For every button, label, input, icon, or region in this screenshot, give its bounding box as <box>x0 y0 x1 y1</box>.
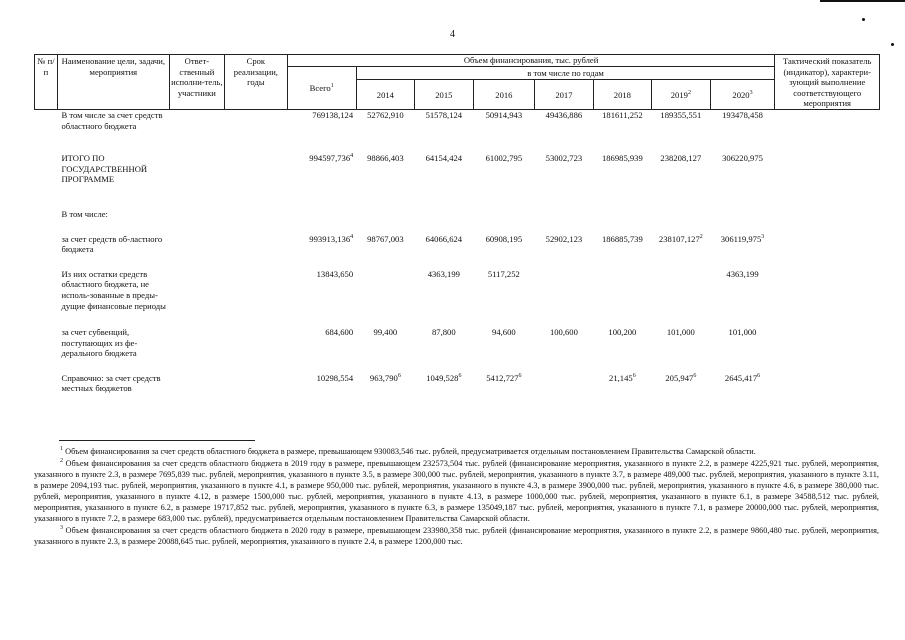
header-year: 2016 <box>473 79 535 109</box>
footnote-separator <box>59 440 255 441</box>
table-row <box>35 269 880 311</box>
row-spacer-cell <box>35 131 880 153</box>
row-indicator <box>775 209 880 220</box>
row-spacer-cell <box>35 220 880 234</box>
row-year-value: 181611,252 <box>602 109 643 120</box>
row-year-value <box>593 269 651 311</box>
header-name: Наименование цели, задачи, мероприятия <box>57 55 169 110</box>
table-row <box>35 209 880 220</box>
scan-dot <box>862 18 865 21</box>
row-year-value: 193478,458 <box>722 109 763 120</box>
row-term <box>225 269 288 311</box>
footnote <box>34 446 879 457</box>
row-year-value: 306119,975$^3$ <box>720 233 765 244</box>
header-year: 2020$^3$ <box>710 79 775 109</box>
row-spacer <box>35 185 880 209</box>
row-term <box>225 109 288 131</box>
row-spacer <box>35 131 880 153</box>
row-total: 769138,124 <box>312 109 354 120</box>
row-year-value <box>535 209 593 220</box>
row-year-value: 49436,886 <box>545 109 583 120</box>
row-indicator <box>775 327 880 359</box>
row-year-value: 5117,252 <box>487 268 520 279</box>
header-year: 2019$^2$ <box>652 79 710 109</box>
row-year-value: 4363,199 <box>427 268 460 279</box>
header-financing: Объем финансирования, тыс. рублей <box>287 55 775 67</box>
row-year-value: 2645,417$^6$ <box>724 372 761 383</box>
footnote-mark: 1 <box>60 446 63 453</box>
footnote-mark: 2 <box>60 458 63 465</box>
row-num <box>35 373 58 394</box>
row-total: 993913,136$^4$ <box>309 233 354 244</box>
row-indicator <box>775 269 880 311</box>
footnote-mark: 3 <box>60 525 63 532</box>
row-num <box>35 234 58 255</box>
row-name: Справочно: за счет средств местных бюджетов <box>61 372 161 394</box>
row-spacer-cell <box>35 311 880 327</box>
row-name: В том числе за счет средств областного бюджета <box>61 109 163 131</box>
row-year-value <box>652 209 710 220</box>
row-year-value: 21,145$^6$ <box>609 372 636 383</box>
row-num <box>35 109 58 131</box>
row-year-value: 60908,195 <box>485 233 523 244</box>
header-year: 2015 <box>415 79 473 109</box>
row-spacer <box>35 255 880 269</box>
row-indicator <box>775 373 880 394</box>
row-term <box>225 327 288 359</box>
footnote-text: Объем финансирования за счет средств областного бюджета в 2019 году в размере, превышающем 232573,504 тыс. рублей (финансирование мероприятия, указанного в пункте 2.2, в размере 4225,921 тыс. рублей, мероприятия, указанного в пункте 2.3, в размере 7695,839 тыс. рублей, мероприятия, указанного в пункте 3.5, в размере 300,000 тыс. рублей, мероприятия, указанного в пункте 3.7, в размере 489,000 тыс. рублей, мероприятия, указанного в пункте 3.11, в размере 2094,193 тыс. рублей, мероприятия, указанного в пункте 4.1, в размере 950,000 тыс. рублей, мероприятия, указанного в пункте 4.3, в размере 3900,000 тыс. рублей, мероприятия, указанного в пункте 4.6, в размере 380,000 тыс. рублей, мероприятия, указанного в пункте 4.12, в размере 1500,000 тыс. рублей, мероприятия, указанного в пункте 4.13, в размере 1000,000 тыс. рублей, мероприятия, указанного в пункте 6.1, в размере 34588,512 тыс. рублей, мероприятия, указанного в пункте 6.2, в размере 19717,852 тыс. рублей, мероприятия, указанного в пункте 6.3, в размере 135049,187 тыс. рублей, мероприятия, указанного в пункте 7.1, в размере 20000,000 тыс. рублей, мероприятия, указанного в пункте 7.2, в размере 683,000 тыс. рублей), предусматривается отдельным постановлением Правительства Самарской области. <box>34 459 879 523</box>
footnote <box>34 458 879 524</box>
row-year-value: 100,600 <box>549 327 578 338</box>
table-row <box>35 234 880 255</box>
row-total: 10298,554 <box>316 372 354 383</box>
row-name: ИТОГО ПО ГОСУДАРСТВЕННОЙ ПРОГРАММЕ <box>61 153 148 185</box>
row-year-value <box>593 209 651 220</box>
footnotes <box>34 446 879 547</box>
row-year-value: 98767,003 <box>367 233 404 244</box>
row-year-value: 50914,943 <box>485 109 523 120</box>
header-indicator: Тактический показатель (индикатор), характери-зующий выполнение соответствующего мероприятия <box>775 55 880 110</box>
row-year-value: 53002,723 <box>545 153 583 164</box>
row-term <box>225 234 288 255</box>
row-year-value: 5412,727$^6$ <box>486 372 522 383</box>
row-term <box>225 209 288 220</box>
row-total: 994597,736$^4$ <box>309 153 354 164</box>
row-spacer <box>35 220 880 234</box>
row-year-value: 963,790$^6$ <box>369 372 401 383</box>
scan-dot <box>891 43 894 46</box>
row-num <box>35 327 58 359</box>
financing-table <box>34 54 880 394</box>
row-year-value: 186885,739 <box>601 233 643 244</box>
row-responsible <box>169 209 224 220</box>
footnote-text: Объем финансирования за счет средств областного бюджета в размере, превышающем 930083,546 тыс. рублей, предусматривается отдельным постановлением Правительства Самарской области. <box>63 447 756 456</box>
footnote-text: Объем финансирования за счет средств областного бюджета в 2020 году в размере, превышающем 233980,358 тыс. рублей (финансирование мероприятия, указанного в пункте 2.2, в размере 9860,480 тыс. рублей, мероприятия, указанного в пункте 2.3, в размере 20088,645 тыс. рублей, мероприятия, указанного в пункте 2.4, в размере 1200,000 тыс. <box>34 526 879 546</box>
row-total: 684,600 <box>325 327 354 338</box>
header-responsible: Ответ-ственный исполни-тель, участники <box>169 55 224 110</box>
row-year-value: 101,000 <box>728 327 757 338</box>
table-header <box>35 55 880 110</box>
row-year-value: 238107,127$^2$ <box>658 233 703 244</box>
row-year-value: 101,000 <box>666 327 695 338</box>
row-year-value <box>535 373 593 394</box>
row-indicator <box>775 109 880 131</box>
row-year-value: 1049,528$^6$ <box>426 372 462 383</box>
row-term <box>225 373 288 394</box>
row-year-value: 205,947$^6$ <box>665 372 697 383</box>
header-term: Срок реализации, годы <box>225 55 288 110</box>
row-indicator <box>775 153 880 185</box>
table-row <box>35 153 880 185</box>
row-year-value: 306220,975 <box>722 153 763 164</box>
row-num <box>35 269 58 311</box>
row-year-value: 189355,551 <box>660 109 702 120</box>
row-year-value: 64154,424 <box>425 153 463 164</box>
row-year-value: 99,400 <box>373 327 398 338</box>
table-row <box>35 373 880 394</box>
row-spacer <box>35 311 880 327</box>
row-name: В том числе: <box>61 208 108 219</box>
header-year: 2014 <box>356 79 414 109</box>
row-year-value <box>356 209 414 220</box>
row-name: за счет средств об-ластного бюджета <box>61 233 163 255</box>
row-total <box>287 209 356 220</box>
row-year-value <box>473 209 535 220</box>
row-responsible <box>169 234 224 255</box>
row-spacer-cell <box>35 255 880 269</box>
row-spacer-cell <box>35 359 880 373</box>
row-year-value: 87,800 <box>432 327 456 338</box>
table-row <box>35 327 880 359</box>
row-term <box>225 153 288 185</box>
row-year-value <box>652 269 710 311</box>
row-name: Из них остатки средств областного бюджета, не исполь-зованные в преды-дущие финансовые периоды <box>61 268 166 311</box>
row-responsible <box>169 327 224 359</box>
row-spacer <box>35 359 880 373</box>
row-year-value: 94,600 <box>492 327 516 338</box>
row-year-value: 61002,795 <box>485 153 523 164</box>
row-spacer-cell <box>35 185 880 209</box>
row-year-value: 238208,127 <box>660 153 702 164</box>
header-by-years: в том числе по годам <box>356 66 775 79</box>
row-year-value: 4363,199 <box>726 268 759 279</box>
row-total: 13843,650 <box>316 268 354 279</box>
row-year-value <box>535 269 593 311</box>
row-year-value: 51578,124 <box>425 109 463 120</box>
header-year: 2017 <box>535 79 593 109</box>
row-name: за счет субвенций, поступающих из фе-дерального бюджета <box>61 327 138 359</box>
table-body <box>35 109 880 394</box>
row-responsible <box>169 153 224 185</box>
row-year-value: 52902,123 <box>545 233 583 244</box>
row-year-value: 186985,939 <box>601 153 643 164</box>
row-year-value <box>710 209 775 220</box>
table-row <box>35 109 880 131</box>
header-total: Всего$^1$ <box>287 66 356 109</box>
row-responsible <box>169 373 224 394</box>
page-number: 4 <box>450 29 455 40</box>
row-indicator <box>775 234 880 255</box>
row-year-value: 100,200 <box>608 327 637 338</box>
top-edge-rule <box>820 0 905 2</box>
row-year-value: 64066,624 <box>425 233 463 244</box>
row-responsible <box>169 109 224 131</box>
footnote <box>34 525 879 547</box>
row-num <box>35 209 58 220</box>
row-num <box>35 153 58 185</box>
row-year-value: 52762,910 <box>367 109 404 120</box>
header-year: 2018 <box>593 79 651 109</box>
row-year-value <box>356 269 414 311</box>
header-num: № п/п <box>35 55 58 110</box>
row-year-value: 98866,403 <box>367 153 404 164</box>
row-year-value <box>415 209 473 220</box>
row-responsible <box>169 269 224 311</box>
